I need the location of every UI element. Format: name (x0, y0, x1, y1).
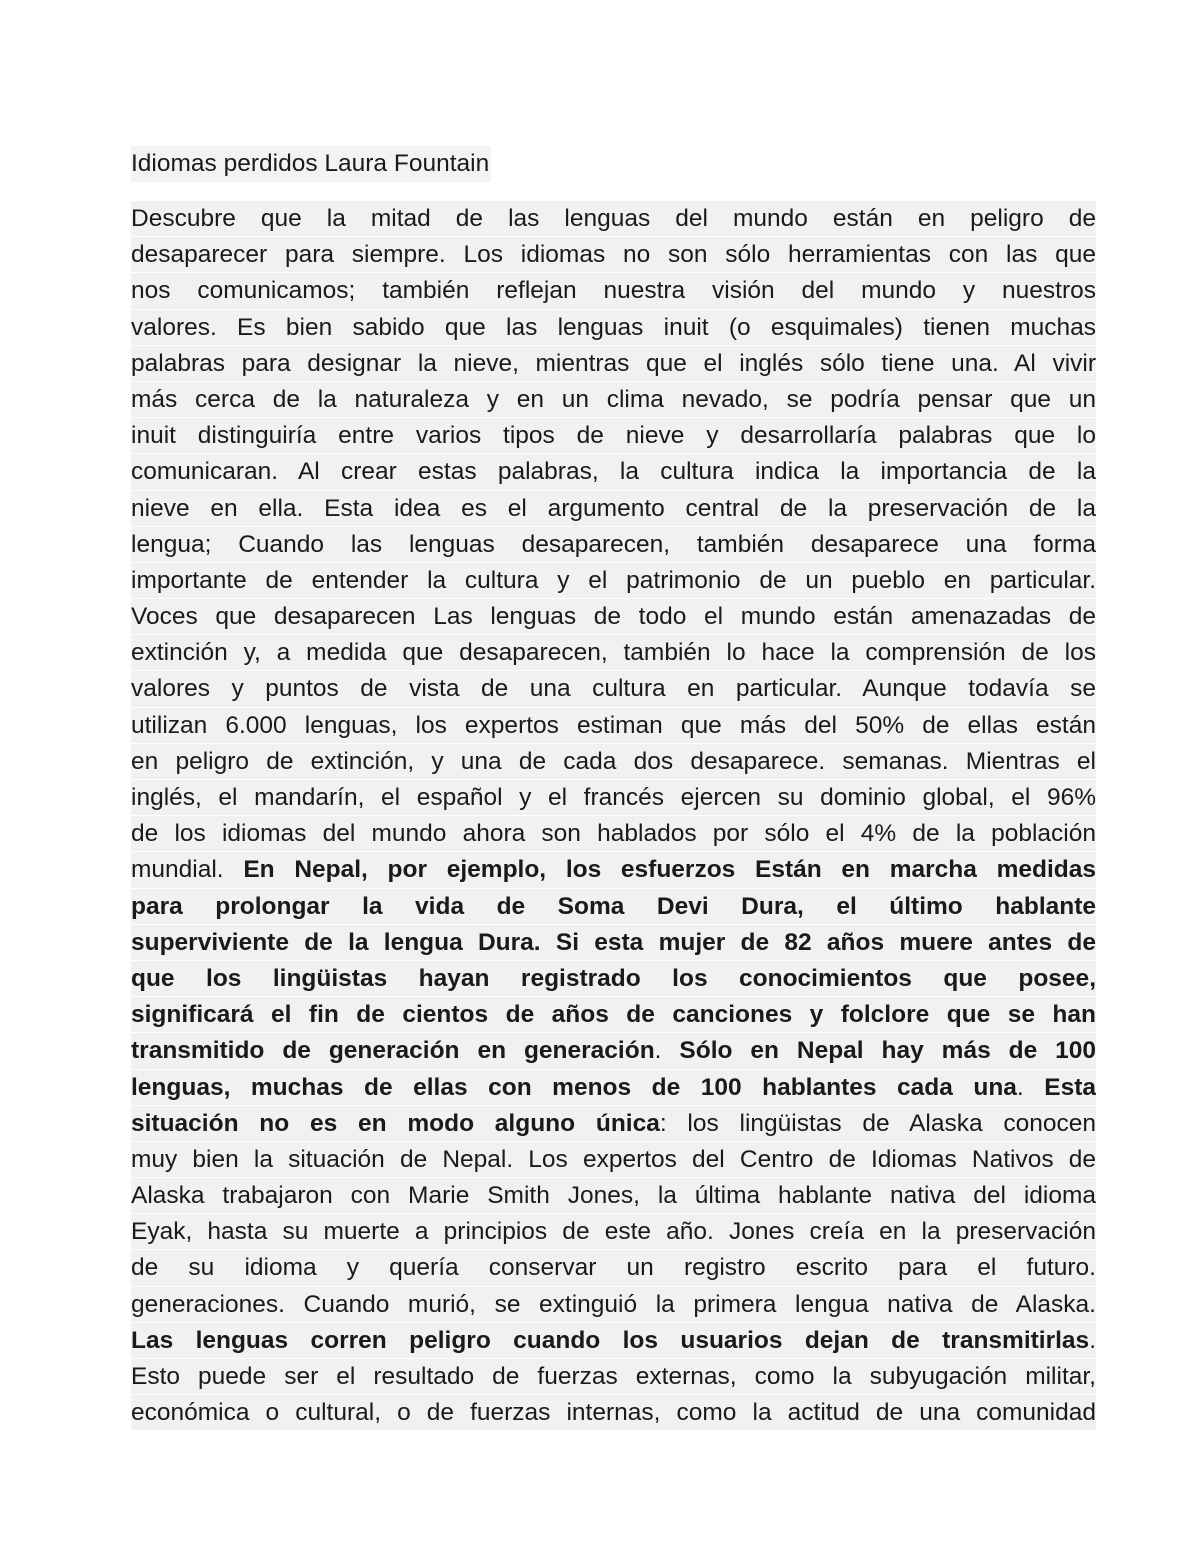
bold-text-segment: para prolongar la vida de Soma Devi Dura, el último hablante (131, 892, 1096, 920)
text-line (131, 1250, 1096, 1286)
text-line (131, 671, 1096, 707)
bold-text-segment: Las lenguas corren peligro cuando los usuarios dejan de transmitirlas (131, 1326, 1090, 1354)
text-line (131, 1178, 1096, 1214)
document-page (131, 146, 1096, 1431)
text-segment: generaciones. Cuando murió, se extinguió la primera lengua nativa de Alaska. (131, 1290, 1096, 1318)
text-segment: . (654, 1037, 680, 1065)
text-segment: nos comunicamos; también reflejan nuestra visión del mundo y nuestros (131, 277, 1096, 305)
text-line (131, 346, 1096, 382)
bold-text-segment: Sólo en Nepal hay más de 100 (679, 1037, 1096, 1065)
text-line (131, 780, 1096, 816)
bold-text-segment: situación no es en modo alguno única (131, 1109, 660, 1137)
text-segment: Alaska trabajaron con Marie Smith Jones, la última hablante nativa del idioma (131, 1182, 1096, 1210)
text-line (131, 1395, 1096, 1431)
bold-text-segment: Esta (1044, 1073, 1096, 1101)
text-segment: . (1089, 1326, 1096, 1354)
text-line (131, 1323, 1096, 1359)
text-line (131, 1106, 1096, 1142)
text-segment: económica o cultural, o de fuerzas internas, como la actitud de una comunidad (131, 1399, 1096, 1427)
bold-text-segment: transmitido de generación en generación (131, 1037, 655, 1065)
text-segment: Voces que desaparecen Las lenguas de todo el mundo están amenazadas de (131, 603, 1096, 631)
text-segment: de su idioma y quería conservar un registro escrito para el futuro. (131, 1254, 1096, 1282)
text-line (131, 925, 1096, 961)
text-line (131, 491, 1096, 527)
text-segment: nieve en ella. Esta idea es el argumento central de la preservación de la (131, 494, 1096, 522)
bold-text-segment: superviviente de la lengua Dura. Si esta mujer de 82 años muere antes de (131, 928, 1096, 956)
text-line (131, 599, 1096, 635)
text-segment: inglés, el mandarín, el español y el francés ejercen su dominio global, el 96% (131, 784, 1096, 811)
text-segment: Descubre que la mitad de las lenguas del mundo están en peligro de (131, 205, 1096, 232)
text-segment: comunicaran. Al crear estas palabras, la cultura indica la importancia de la (131, 458, 1096, 486)
text-line (131, 997, 1096, 1033)
text-segment: Esto puede ser el resultado de fuerzas externas, como la subyugación militar, (131, 1363, 1096, 1390)
text-segment: muy bien la situación de Nepal. Los expertos del Centro de Idiomas Nativos de (131, 1145, 1096, 1173)
text-segment: valores. Es bien sabido que las lenguas inuit (o esquimales) tienen muchas (131, 313, 1096, 341)
text-line (131, 1214, 1096, 1250)
text-line (131, 527, 1096, 563)
text-segment: mundial. (131, 856, 244, 884)
text-segment: más cerca de la naturaleza y en un clima nevado, se podría pensar que un (131, 385, 1096, 413)
document-body (131, 201, 1096, 1431)
text-line (131, 454, 1096, 490)
text-line (131, 273, 1096, 309)
text-segment: inuit distinguiría entre varios tipos de nieve y desarrollaría palabras que lo (131, 422, 1096, 450)
bold-text-segment: significará el fin de cientos de años de canciones y folclore que se han (131, 1001, 1096, 1029)
text-segment: importante de entender la cultura y el patrimonio de un pueblo en particular. (131, 566, 1096, 594)
text-line (131, 961, 1096, 997)
text-segment: Eyak, hasta su muerte a principios de este año. Jones creía en la preservación (131, 1218, 1096, 1246)
text-line (131, 889, 1096, 925)
text-segment: de los idiomas del mundo ahora son hablados por sólo el 4% de la población (131, 820, 1096, 848)
text-segment: palabras para designar la nieve, mientras que el inglés sólo tiene una. Al vivir (131, 349, 1096, 377)
text-segment: extinción y, a medida que desaparecen, también lo hace la comprensión de los (131, 639, 1096, 667)
text-segment: en peligro de extinción, y una de cada dos desaparece. semanas. Mientras el (131, 747, 1096, 775)
text-line (131, 1033, 1096, 1069)
text-segment: desaparecer para siempre. Los idiomas no son sólo herramientas con las que (131, 241, 1096, 269)
text-line (131, 418, 1096, 454)
bold-text-segment: En Nepal, por ejemplo, los esfuerzos Están en marcha medidas (243, 856, 1096, 884)
document-title: Idiomas perdidos Laura Fountain (131, 146, 491, 182)
text-line (131, 852, 1096, 888)
text-line (131, 635, 1096, 671)
text-segment: lengua; Cuando las lenguas desaparecen, también desaparece una forma (131, 530, 1096, 558)
text-segment: utilizan 6.000 lenguas, los expertos estiman que más del 50% de ellas están (131, 711, 1096, 739)
text-line (131, 563, 1096, 599)
text-line (131, 201, 1096, 237)
text-segment: valores y puntos de vista de una cultura en particular. Aunque todavía se (131, 675, 1096, 703)
text-line (131, 708, 1096, 744)
text-line (131, 237, 1096, 273)
text-line (131, 1070, 1096, 1106)
bold-text-segment: lenguas, muchas de ellas con menos de 100 hablantes cada una (131, 1073, 1017, 1101)
text-line (131, 1142, 1096, 1178)
text-line (131, 310, 1096, 346)
text-line (131, 816, 1096, 852)
bold-text-segment: que los lingüistas hayan registrado los conocimientos que posee, (131, 964, 1096, 992)
text-segment: : los lingüistas de Alaska conocen (659, 1109, 1096, 1137)
text-line (131, 1287, 1096, 1323)
text-line (131, 1359, 1096, 1395)
text-segment: . (1016, 1073, 1045, 1101)
text-line (131, 382, 1096, 418)
text-line (131, 744, 1096, 780)
